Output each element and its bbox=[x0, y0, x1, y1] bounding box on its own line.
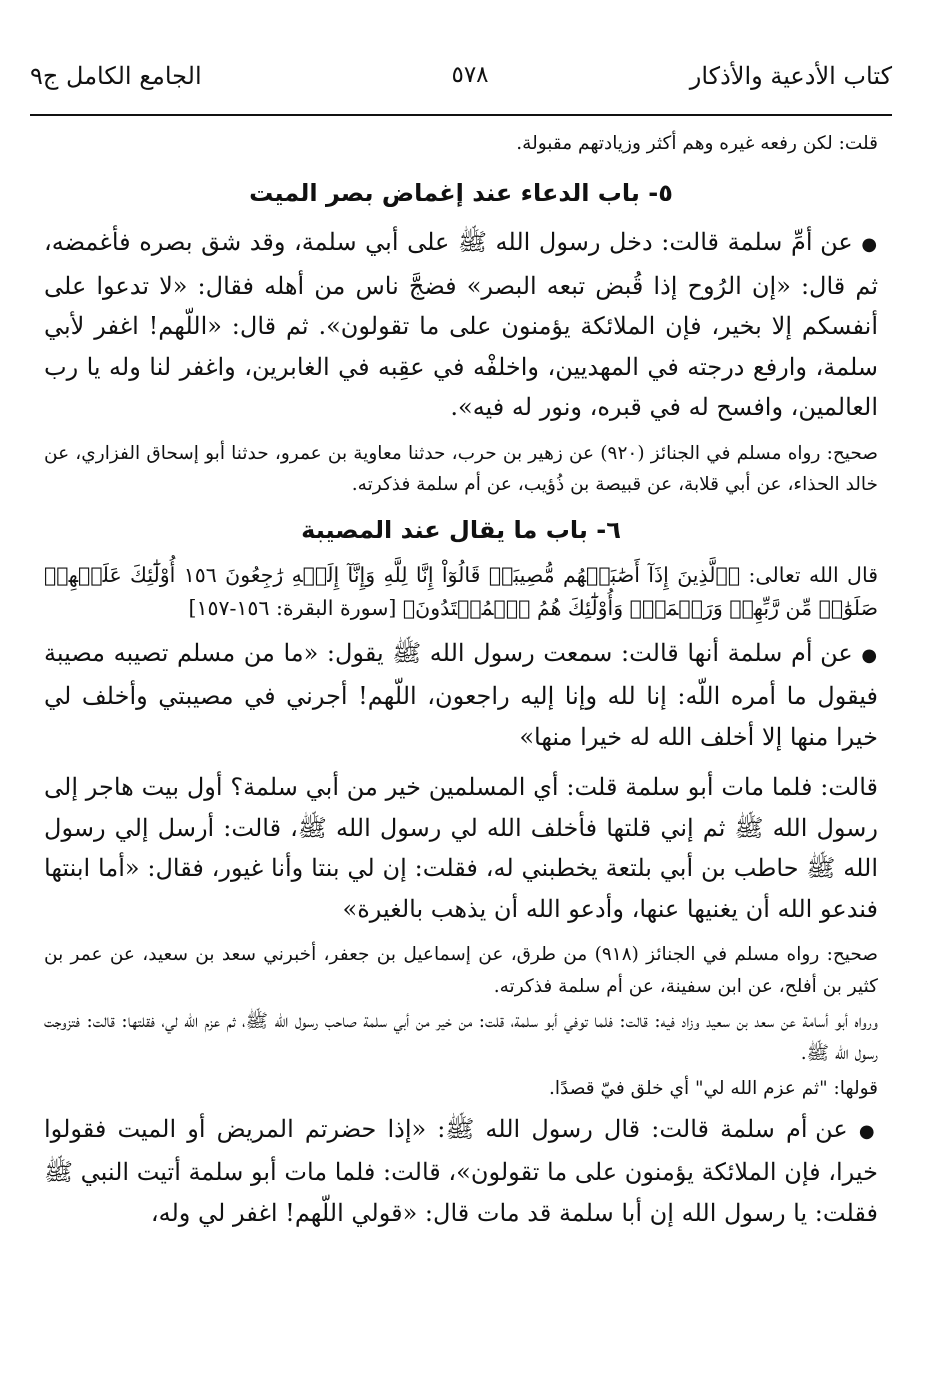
bullet-icon: ● bbox=[858, 1120, 878, 1142]
chapter-6-explanation: قولها: "ثم عزم الله لي" أي خلق فيّ قصدًا. bbox=[548, 1078, 878, 1099]
bullet-icon: ● bbox=[861, 234, 878, 255]
page-content bbox=[44, 126, 878, 1243]
page-number: ٥٧٨ bbox=[451, 62, 489, 88]
header-divider bbox=[30, 114, 892, 116]
volume-label: الجامع الكامل ج٩ bbox=[30, 62, 202, 90]
chapter-6-grading: صحيح: رواه مسلم في الجنائز (٩١٨) من طرق، عن إسماعيل بن جعفر، أخبرني سعد بن سعيد، عن عمر بن كثير بن أفلح، عن ابن سفينة، عن أم سلمة فذكرته. bbox=[44, 944, 878, 997]
bullet-icon: ● bbox=[861, 644, 878, 666]
quran-verse: قال الله تعالى: ﴿ٱلَّذِينَ إِذَآ أَصَٰبَتۡهُم مُّصِيبَةٞ قَالُوٓاْ إِنَّا لِلَّهِ وَإِنَّآ إِلَيۡهِ رَٰجِعُونَ ١٥٦ أُوْلَٰٓئِكَ عَلَيۡهِمۡ صَلَوَٰتٞ مِّن رَّبِّهِمۡ وَرَحۡمَةٞۖ وَأُوْلَٰٓئِكَ هُمُ ٱلۡمُهۡتَدُونَ﴾ [سورة البقرة: ١٥٦-١٥٧] bbox=[44, 562, 878, 620]
chapter-5-grading: صحيح: رواه مسلم في الجنائز (٩٢٠) عن زهير بن حرب، حدثنا معاوية بن عمرو، حدثنا أبو إسحاق الفزاري، عن خالد الحذاء، عن أبي قلابة، عن قبيصة بن ذُؤيب، عن أم سلمة فذكرته. bbox=[44, 442, 878, 495]
chapter-6-variant: ورواه أبو أسامة عن سعد بن سعيد وزاد فيه: قالت: فلما توفي أبو سلمة، قلت: من خير من أبي سلمة صاحب رسول الله ﷺ، ثم عزم الله لي، فقلتها: قالت: فتزوجت رسول الله ﷺ. bbox=[44, 1011, 878, 1064]
chapter-6-continuation: قالت: فلما مات أبو سلمة قلت: أي المسلمين خير من أبي سلمة؟ أول بيت هاجر إلى رسول الله ﷺ ثم إني قلتها فأخلف الله لي رسول الله ﷺ، قالت: أرسل إلي رسول الله ﷺ حاطب بن أبي بلتعة يخطبني له، فقلت: إن لي بنتا وأنا غيور، فقال: «أما ابنتها فندعو الله أن يغنيها عنها، وأدعو الله أن يذهب بالغيرة» bbox=[44, 773, 878, 923]
chapter-6-title: ٦- باب ما يقال عند المصيبة bbox=[301, 515, 621, 544]
chapter-5-hadith-text: عن أمِّ سلمة قالت: دخل رسول الله ﷺ على أبي سلمة، وقد شق بصره فأغمضه، ثم قال: «إن الرُوح إذا قُبض تبعه البصر» فضجَّ ناس من أهله فقال: «لا تدعوا على أنفسكم إلا بخير، فإن الملائكة يؤمنون على ما تقولون». ثم قال: «اللّهم! اغفر لأبي سلمة، وارفع درجته في المهديين، واخلفْه في عقِبه في الغابرين، واغفر لنا وله يا رب العالمين، وافسح له في قبره، ونور له فيه». bbox=[44, 228, 878, 421]
book-title: كتاب الأدعية والأذكار bbox=[689, 62, 892, 90]
note-top: قلت: لكن رفعه غيره وهم أكثر وزيادتهم مقبولة. bbox=[516, 133, 878, 154]
chapter-5-hadith bbox=[44, 222, 878, 428]
chapter-6-hadith-1 bbox=[44, 633, 878, 758]
chapter-6-hadith-2-text: عن أم سلمة قالت: قال رسول الله ﷺ: «إذا حضرتم المريض أو الميت فقولوا خيرا، فإن الملائكة يؤمنون على ما تقولون»، قالت: فلما مات أبو سلمة أتيت النبي ﷺ فقلت: يا رسول الله إن أبا سلمة قد مات قال: «قولي اللّهم! اغفر لي وله، bbox=[44, 1114, 878, 1227]
chapter-6-hadith-1-text: عن أم سلمة أنها قالت: سمعت رسول الله ﷺ يقول: «ما من مسلم تصيبه مصيبة فيقول ما أمره اللّه: إنا لله وإنا إليه راجعون، اللّهم! أجرني في مصيبتي وأخلف لي خيرا منها إلا أخلف الله له خيرا منها» bbox=[44, 638, 878, 751]
page-header bbox=[30, 58, 892, 110]
chapter-6-hadith-2 bbox=[44, 1109, 878, 1234]
chapter-5-title: ٥- باب الدعاء عند إغماض بصر الميت bbox=[249, 179, 673, 207]
